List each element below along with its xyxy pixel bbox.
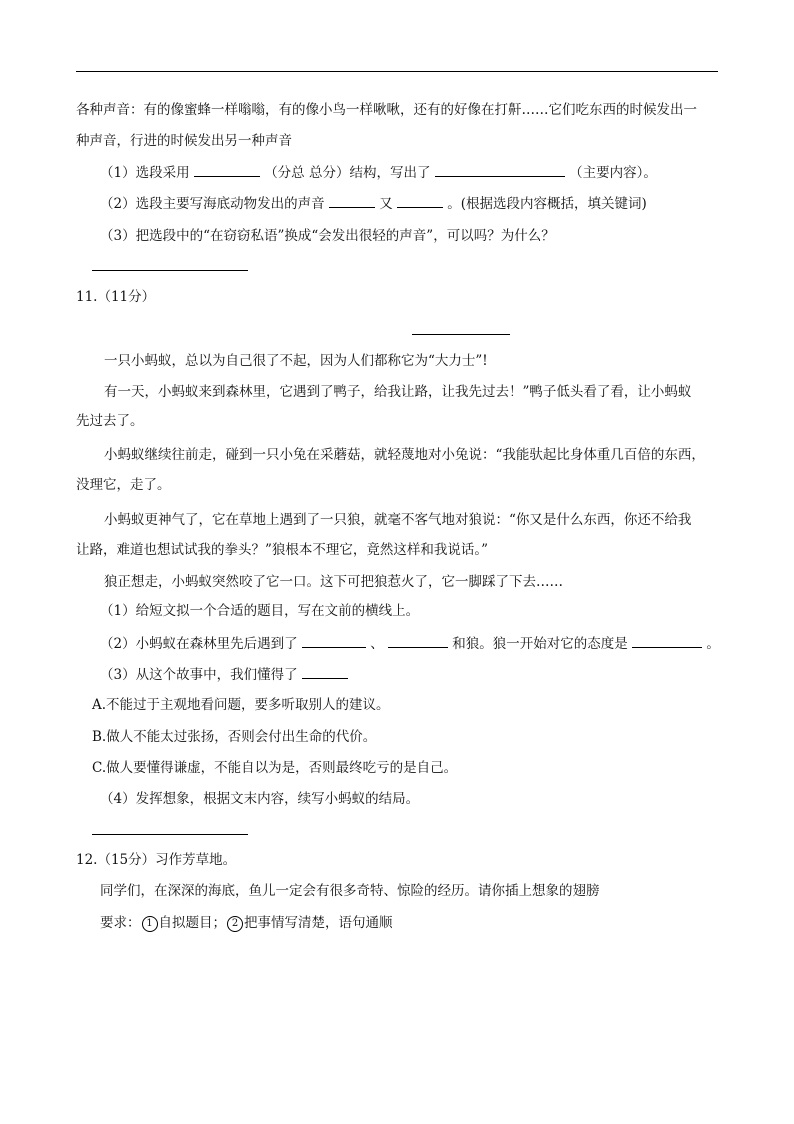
q10-answer-line[interactable] — [92, 270, 248, 271]
q10-sub2-blank-2[interactable] — [397, 193, 443, 208]
q11-option-a: A.不能过于主观地看问题，要多听取别人的建议。 — [92, 697, 390, 713]
q10-sub1-text-b: （分总 总分）结构，写出了 — [264, 165, 431, 181]
q11-para-5: 狼正想走，小蚂蚁突然咬了它一口。这下可把狼惹火了，它一脚踩了下去…… — [104, 574, 563, 590]
q12-req-2: 把事情写清楚，语句通顺 — [244, 915, 393, 931]
q11-option-b: B.做人不能太过张扬，否则会付出生命的代价。 — [92, 729, 377, 745]
q11-para-1: 一只小蚂蚁，总以为自己很了不起，因为人们都称它为“大力士”! — [104, 353, 488, 369]
q11-para-2-line-2: 先过去了。 — [76, 413, 144, 429]
q12-req-1: 自拟题目； — [158, 915, 226, 931]
q11-header: 11.（11分） — [76, 289, 156, 305]
q11-sub2-blank-attitude[interactable] — [632, 633, 702, 648]
q12-prompt: 同学们，在深深的海底，鱼儿一定会有很多奇特、惊险的经历。请你插上想象的翅膀 — [100, 883, 600, 899]
circled-two-icon: 2 — [227, 916, 243, 932]
q11-para-3-line-1: 小蚂蚁继续往前走，碰到一只小兔在采蘑菇，就轻蔑地对小兔说：“我能驮起比身体重几百倍的东西， — [104, 447, 705, 463]
q11-sub2-text-a: （2）小蚂蚁在森林里先后遇到了 — [100, 636, 298, 652]
q11-sub3-blank[interactable] — [302, 664, 348, 679]
q10-sub1-blank-content[interactable] — [435, 162, 565, 177]
q10-sub2-text-c: 。(根据选段内容概括，填关键词) — [447, 196, 647, 212]
q11-sub2-blank-2[interactable] — [388, 633, 448, 648]
q11-para-3-line-2: 没理它，走了。 — [76, 477, 171, 493]
q11-sub1: （1）给短文拟一个合适的题目，写在文前的横线上。 — [100, 603, 420, 619]
q10-sub2-text-a: （2）选段主要写海底动物发出的声音 — [100, 196, 325, 212]
q11-para-4-line-2: 让路，难道也想试试我的拳头？”狼根本不理它，竟然这样和我说话。” — [76, 542, 489, 558]
q10-passage-line-2: 种声音，行进的时候发出另一种声音 — [76, 133, 292, 149]
q10-sub3: （3）把选段中的“在窃窃私语”换成“会发出很轻的声音”，可以吗？为什么？ — [100, 228, 555, 244]
q11-sub2-blank-1[interactable] — [302, 633, 366, 648]
q11-para-2-line-1: 有一天，小蚂蚁来到森林里，它遇到了鸭子，给我让路，让我先过去！”鸭子低头看了看，让小蚂蚁 — [104, 384, 692, 400]
q12-header: 12.（15分）习作芳草地。 — [76, 852, 237, 868]
q10-sub1-text-a: （1）选段采用 — [100, 165, 190, 181]
q11-option-c: C.做人要懂得谦虚，不能自以为是，否则最终吃亏的是自己。 — [92, 760, 458, 776]
q11-para-4-line-1: 小蚂蚁更神气了，它在草地上遇到了一只狼，就毫不客气地对狼说：“你又是什么东西，你还不给我 — [104, 512, 692, 528]
q11-sub3-text: （3）从这个故事中，我们懂得了 — [100, 667, 298, 683]
q11-sub2-text-c: 和狼。狼一开始对它的态度是 — [452, 636, 628, 652]
q11-sub2-text-b: 、 — [370, 636, 384, 652]
circled-one-icon: 1 — [142, 916, 158, 932]
q10-sub1-blank-structure[interactable] — [194, 162, 260, 177]
q10-sub2 — [100, 193, 647, 214]
q11-sub2-text-d: 。 — [706, 636, 720, 652]
q11-sub2 — [100, 633, 720, 654]
q12-requirements — [100, 913, 393, 933]
q10-sub1-text-c: （主要内容）。 — [569, 165, 657, 181]
header-rule — [76, 71, 718, 72]
q11-title-blank[interactable] — [412, 334, 510, 335]
q10-passage-line-1: 各种声音：有的像蜜蜂一样嗡嗡，有的像小鸟一样啾啾，还有的好像在打鼾……它们吃东西的时候发出一 — [76, 102, 697, 118]
q11-sub3 — [100, 664, 348, 685]
q12-req-label: 要求： — [100, 915, 141, 931]
q11-answer-line[interactable] — [92, 834, 248, 835]
q10-sub2-blank-1[interactable] — [329, 193, 375, 208]
q11-sub4: （4）发挥想象，根据文末内容，续写小蚂蚁的结局。 — [100, 791, 420, 807]
q10-sub1 — [100, 162, 657, 183]
q10-sub2-text-b: 又 — [379, 196, 393, 212]
